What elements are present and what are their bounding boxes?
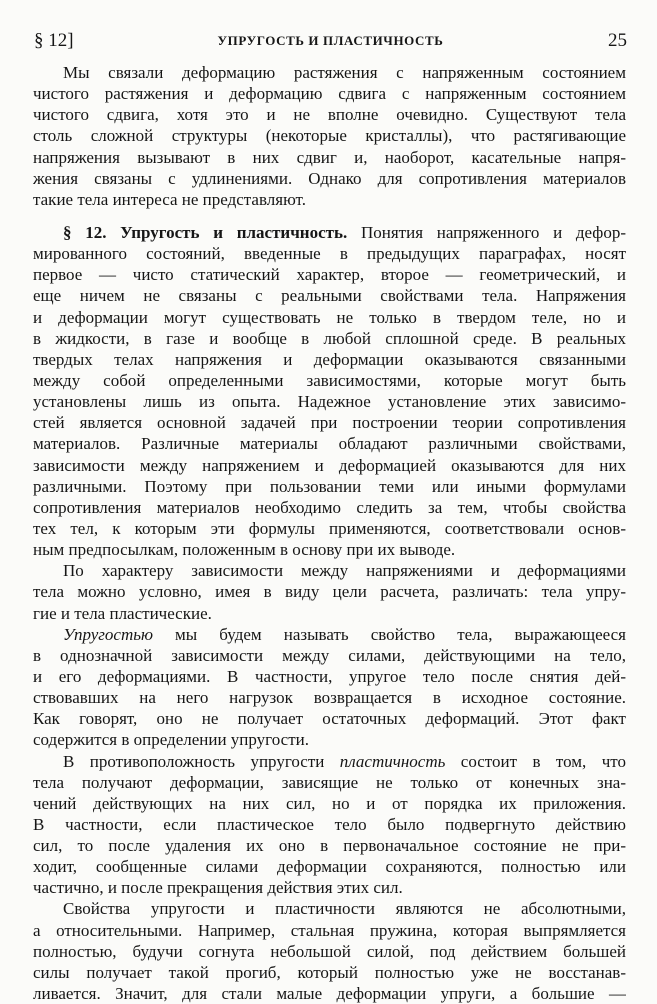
text-line (33, 222, 626, 243)
text-line: ливается. Значит, для стали малые деформации упруги, а большие — (33, 984, 626, 1004)
text-line: между собой определенными зависимостями, которые могут быть (33, 370, 626, 390)
text-line: тела получают деформации, зависящие не только от конечных зна- (33, 772, 626, 792)
text-line: По характеру зависимости между напряжениями и деформациями (63, 561, 626, 581)
running-title: УПРУГОСТЬ И ПЛАСТИЧНОСТЬ (217, 33, 444, 48)
text-line: чений действующих на них сил, но и от порядка их приложения. (33, 793, 626, 813)
text-line: различными. Поэтому при пользовании теми или иными формулами (33, 476, 626, 496)
text-line: жения связаны с удлинениями. Однако для сопротивления материалов (33, 168, 626, 188)
text-line: материалов. Различные материалы обладают различными свойствами, (33, 434, 626, 454)
text-line: ствовавших на него нагрузок возвращается в исходное состояние. (33, 688, 626, 708)
text-run: В противоположность упругости (63, 751, 340, 771)
text-line: еще ничем не связаны с реальными свойствами тела. Напряжения (33, 286, 626, 306)
text-line: содержится в определении упругости. (33, 730, 309, 750)
text-run: Понятия напряженного и дефор- (347, 222, 626, 242)
text-line: в жидкости, в газе и вообще в любой сплошной среде. В реальных (33, 328, 626, 348)
character-paragraph (33, 560, 626, 623)
text-line: частично, и после прекращения действия этих сил. (33, 878, 403, 898)
text-line: стей является основной задачей при построении теории сопротивления (33, 413, 626, 433)
text-line: Свойства упругости и пластичности являются не абсолютными, (63, 899, 626, 919)
intro-paragraph (33, 62, 626, 210)
text-line: ходит, сообщенные силами деформации сохраняются, полностью или (33, 857, 626, 877)
text-line: сопротивления материалов необходимо следить за тем, чтобы свойства (33, 497, 626, 517)
text-line: мированного состояний, введенные в предыдущих параграфах, носят (33, 244, 626, 264)
text-line: а относительными. Например, стальная пружина, которая выпрямляется (33, 920, 626, 940)
text-line: силы получает такой прогиб, который полностью уже не восстанав- (33, 962, 626, 982)
page-number: 25 (608, 30, 627, 51)
text-line: первое — чисто статический характер, второе — геометрический, и (33, 265, 626, 285)
text-line: и его деформациями. В частности, упругое тело после снятия дей- (33, 666, 626, 686)
page-header (34, 30, 627, 56)
properties-paragraph (33, 898, 626, 1004)
plasticity-paragraph (33, 751, 626, 899)
text-line: в однозначной зависимости между силами, действующими на тело, (33, 645, 626, 665)
text-line: тех тел, к которым эти формулы применяются, соответствовали основ- (33, 518, 626, 538)
text-run: состоит в том, что (445, 751, 626, 771)
text-line: и деформации могут существовать не только в твердом теле, но и (33, 307, 626, 327)
text-line: напряжения вызывают в них сдвиг и, наоборот, касательные напря- (33, 147, 626, 167)
page-body (33, 62, 626, 1004)
text-line: ным предпосылкам, положенным в основу при их выводе. (33, 540, 456, 560)
text-line: такие тела интереса не представляют. (33, 189, 306, 209)
section-paragraph (33, 222, 626, 560)
text-line: зависимости между напряжением и деформацией оказываются для них (33, 455, 626, 475)
elasticity-paragraph (33, 624, 626, 751)
text-line: чистого растяжения и деформацию сдвига с напряженным состоянием (33, 84, 626, 104)
text-line: полностью, будучи согнута небольшой силой, под действием большей (33, 941, 626, 961)
text-line: установлены лишь из опыта. Надежное установление этих зависимо- (33, 392, 626, 412)
text-line (33, 624, 626, 645)
plasticity-term: пластичность (339, 751, 446, 771)
elasticity-term: Упругостью (63, 624, 153, 644)
section-marker: § 12] (34, 30, 74, 51)
text-line: тела можно условно, имея в виду цели расчета, различать: тела упру- (33, 582, 626, 602)
text-line: твердых телах напряжения и деформации оказываются связанными (33, 349, 626, 369)
text-line: гие и тела пластические. (33, 603, 212, 623)
text-line: Мы связали деформацию растяжения с напряженным состоянием (63, 63, 626, 82)
text-line: В частности, если пластическое тело было подвергнуто действию (33, 814, 626, 834)
section-heading: § 12. Упругость и пластичность. (63, 222, 348, 242)
text-run: мы будем называть свойство тела, выражающееся (152, 624, 626, 644)
text-line: сил, то после удаления их оно в первоначальное состояние не при- (33, 836, 626, 856)
text-line (33, 751, 626, 772)
text-line: столь сложной структуры (некоторые кристаллы), что растягивающие (33, 126, 626, 146)
text-line: чистого сдвига, хотя это и не вполне очевидно. Существуют тела (33, 105, 626, 125)
text-line: Как говорят, оно не получает остаточных деформаций. Этот факт (33, 709, 626, 729)
